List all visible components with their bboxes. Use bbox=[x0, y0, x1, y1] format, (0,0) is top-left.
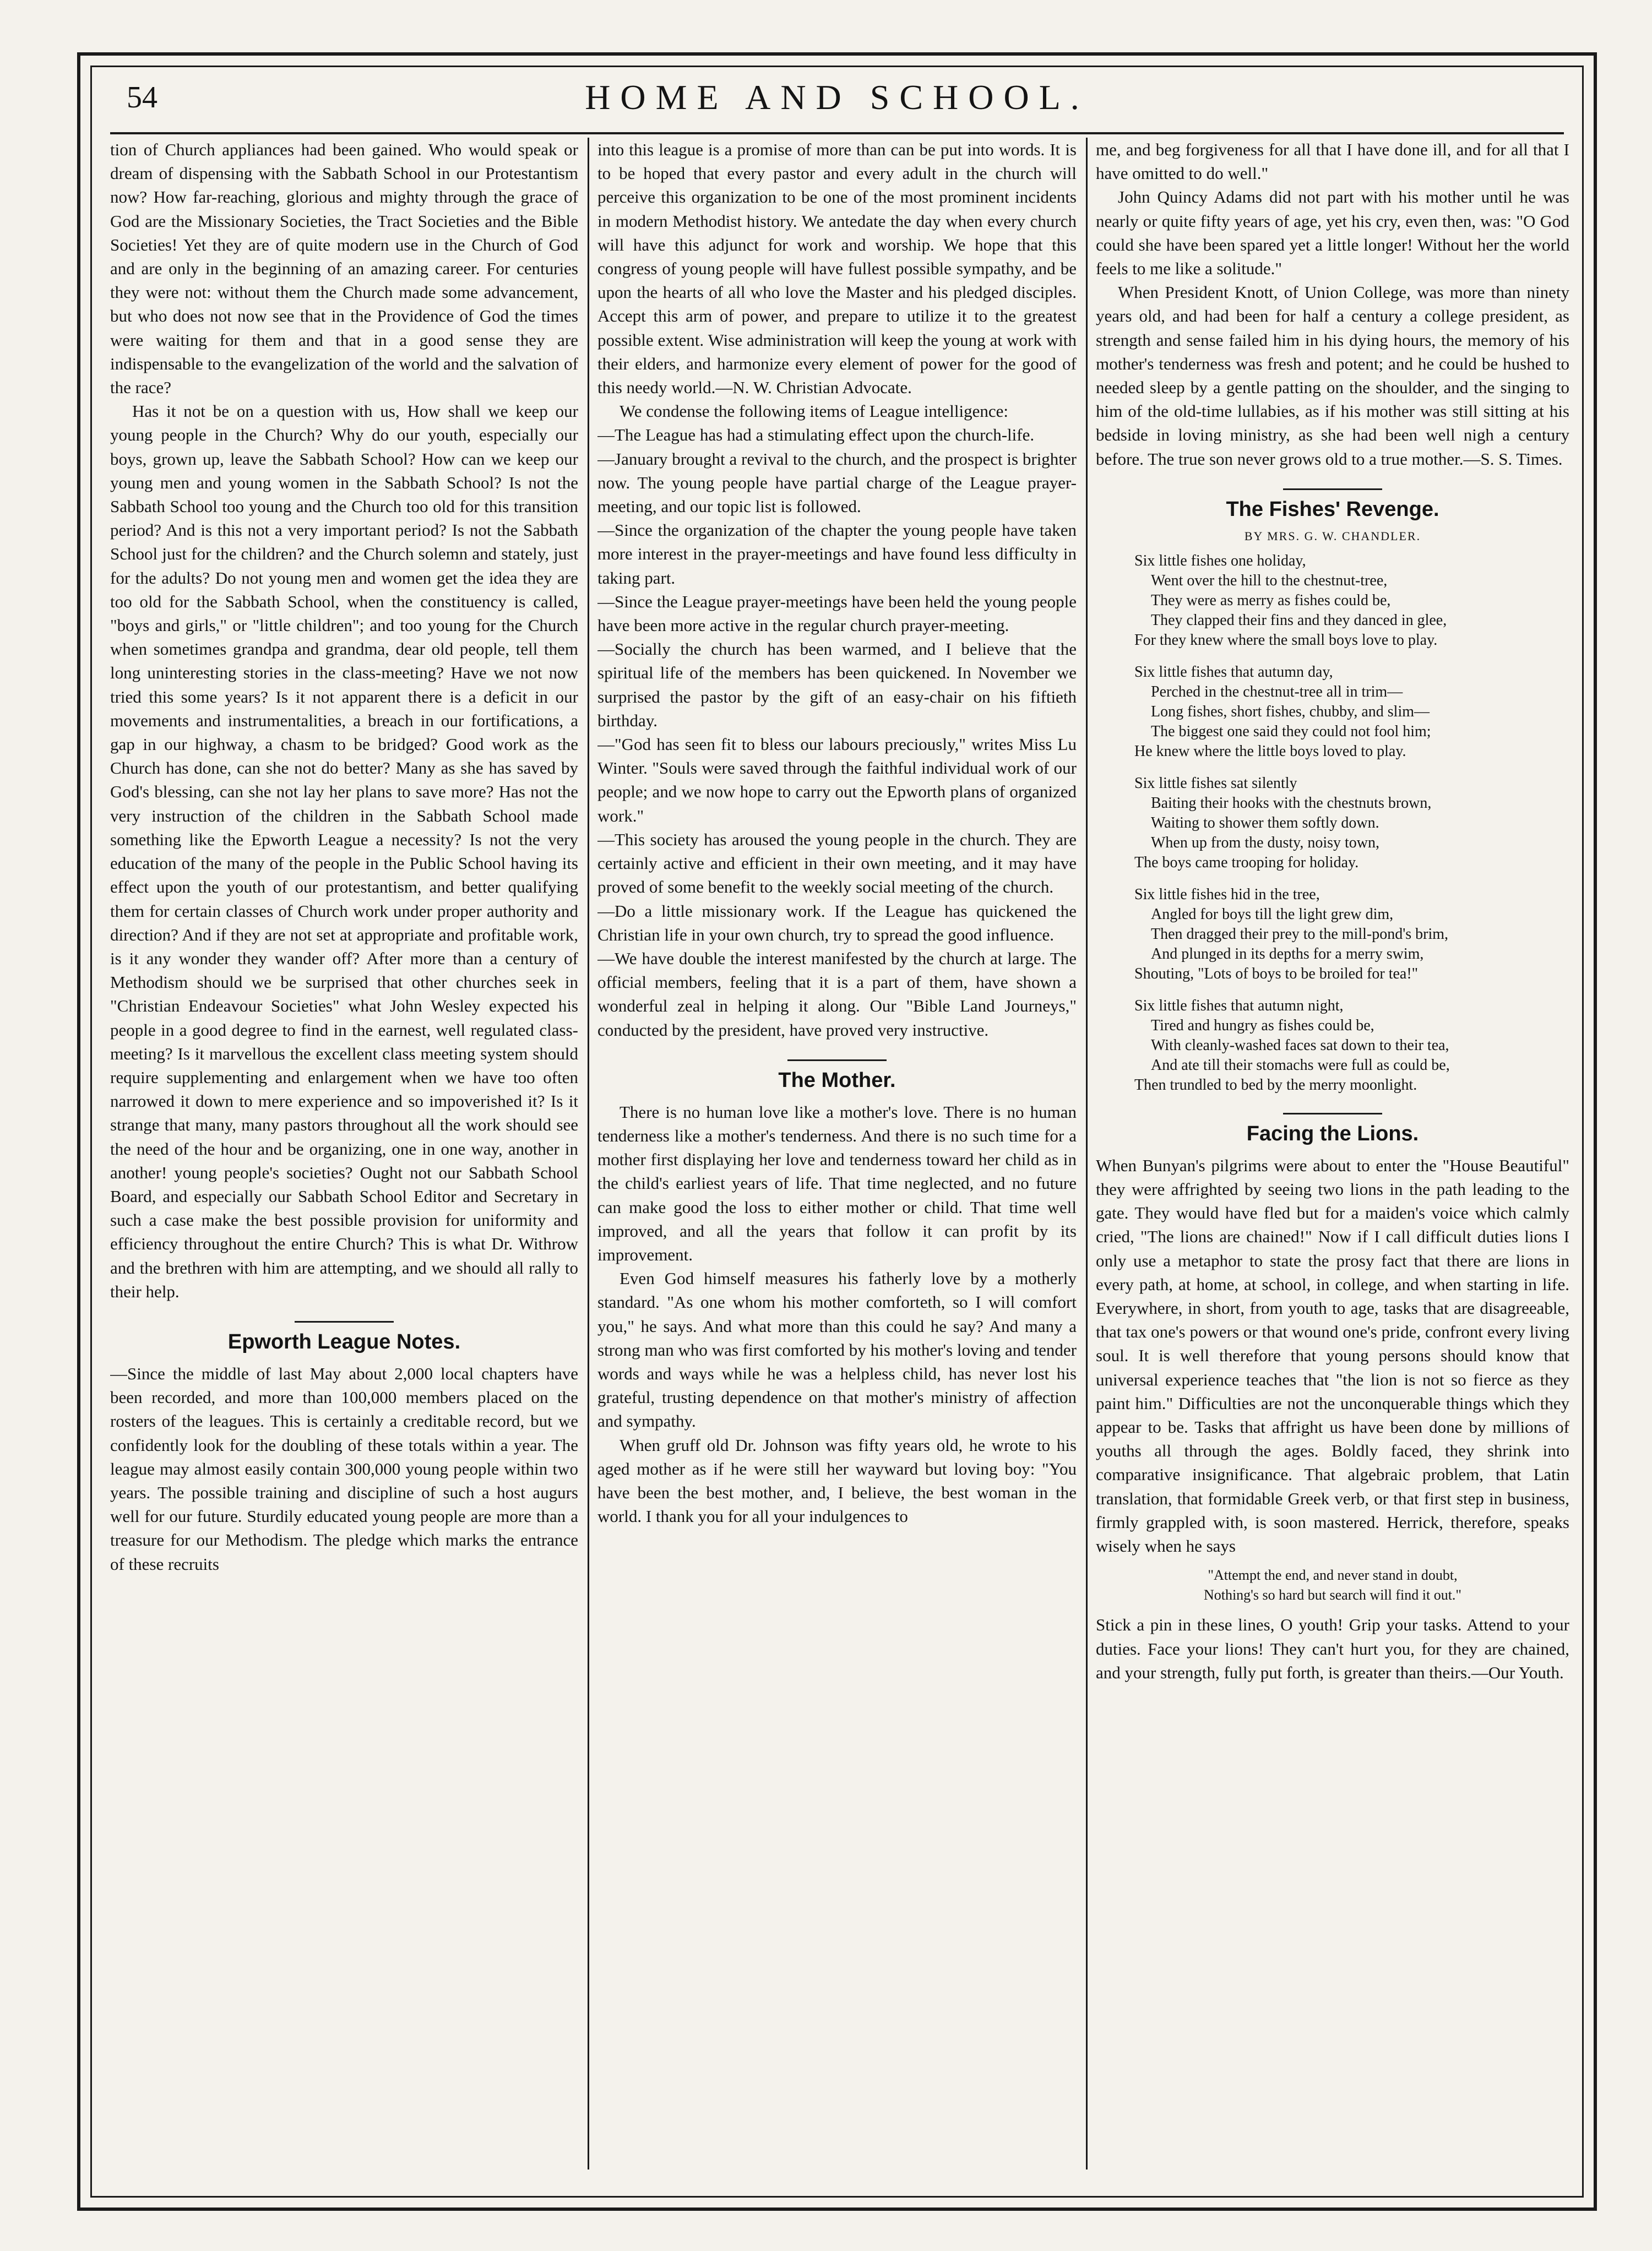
poem-line: Six little fishes one holiday, bbox=[1134, 552, 1306, 569]
poem-line: And plunged in its depths for a merry swim, bbox=[1151, 945, 1424, 963]
article-paragraph: We condense the following items of League intelligence: bbox=[620, 401, 1008, 421]
poem-line: When up from the dusty, noisy town, bbox=[1151, 834, 1380, 851]
poem-line: Then trundled to bed by the merry moonlight. bbox=[1134, 1076, 1417, 1094]
league-item: —Socially the church has been warmed, and I believe that the spiritual life of the members has been quickened. In November we surprised the pastor by the gift of an easy-chair on his fiftieth birthday. bbox=[597, 639, 1077, 730]
article-paragraph: When gruff old Dr. Johnson was fifty years old, he wrote to his aged mother as if he were still her wayward but loving boy: "You have been the best mother, and, I believe, the best woman in the world. I thank you for all your indulgences to bbox=[597, 1435, 1077, 1526]
poem-line: Six little fishes hid in the tree, bbox=[1134, 885, 1320, 903]
league-item: —Since the League prayer-meetings have been held the young people have been more active in the regular church prayer-meeting. bbox=[597, 591, 1077, 635]
quote-line: "Attempt the end, and never stand in doubt, bbox=[1208, 1567, 1458, 1584]
article-paragraph: When President Knott, of Union College, was more than ninety years old, and had been for half a century a college president, as strength and sense failed him in his dying hours, the memory of his mother's tenderness was fresh and potent; and he could be hushed to needed sleep by a gentle patting on the shoulder, and the singing to him of the old-time lullabies, as if his mother was still sitting at his bedside in loving ministry, as she had been well nigh a century before. The true son never grows old to a true mother.—S. S. Times. bbox=[1096, 282, 1569, 469]
poem-title: The Fishes' Revenge. bbox=[1226, 497, 1439, 521]
page-header bbox=[110, 72, 1564, 132]
poem-stanza bbox=[1096, 996, 1569, 1095]
article-paragraph: When Bunyan's pilgrims were about to enter the "House Beautiful" they were affrighted by seeing two lions in the path leading to the gate. They would have fled but for a maiden's voice which calmly cried, "The lions are chained!" Now if I call difficult duties lions I only use a metaphor to state the prosy fact that there are lions in every path, at home, at school, in college, and when starting in life. Everywhere, in short, from youth to age, tasks that are disagreeable, that tax one's powers or that wound one's pride, confront every living soul. It is well therefore that young persons should know that universal experience teaches that "the lion is not so fierce as they paint him." Difficulties are not the unconquerable things which they appear to be. Tasks that affright us have been done by millions of youths all through the ages. Boldly faced, they shrink into comparative insignificance. That algebraic problem, that Latin translation, that formidable Greek verb, or that first step in business, firmly grappled with, is soon mastered. Herrick, therefore, speaks wisely when he says bbox=[1096, 1155, 1569, 1556]
article-paragraph: John Quincy Adams did not part with his mother until he was nearly or quite fifty years of age, yet his cry, even then, was: "O God could she have been spared yet a little longer! Without her the world feels to me like a solitude." bbox=[1096, 187, 1569, 279]
header-rule bbox=[110, 132, 1564, 134]
league-item: —We have double the interest manifested by the church at large. The official members, feeling that it is a part of them, have shown a wonderful zeal in helping it along. Our "Bible Land Journeys," conducted by the president, have proved very instructive. bbox=[597, 948, 1077, 1040]
article-paragraph: Has it not be on a question with us, How shall we keep our young people in the Church? Why do our youth, especially our boys, grown up, leave the Sabbath School? How can we keep our young men and young women in the Sabbath School? Is not the Sabbath School too young and the Church too old for this transition period? And is this not a very important period? Is not the Sabbath School just for the children? and the Church solemn and stately, just for the adults? Do not young men and women get the idea they are too old for the Sabbath School, when the constituency is called, "boys and girls," or "little children"; and too young for the Church when sometimes grandpa and grandma, dear old people, tell them long uninteresting stories in the class-meeting? Have we not now tried this some years? Is it not apparent there is a deficit in our movements and instrumentalities, a breach in our fortifications, a gap in our highway, a chasm to be bridged? Good work as the Church has done, can she not do better? Many as she has saved by God's blessing, can she not lay her plans to save more? Has not the very instruction of the children in the Sabbath School made something like the Epworth League a necessity? Is not the very education of the many of the people in the Public School having its effect upon the youth of our protestantism, and better qualifying them for certain classes of Church work under proper authority and direction? And if they are not set at appropriate and profitable work, is it any wonder they wander off? After more than a century of Methodism should we be surprised that other churches seek in "Christian Endeavour Societies" what John Wesley expected his people in a good degree to find in the earnest, well regulated class-meeting? Is it marvellous the excellent class meeting system should require supplementing and enlargement when we have too often narrowed it down to mere experience and so impoverished it? Is it strange that many, many pastors throughout all the work should see the need of the hour and be organizing, one in one way, another in another! young people's societies? Ought not our Sabbath School Board, and especially our Sabbath School Editor and Secretary in such a case make the best possible provision for uniformity and efficiency throughout the entire Church? This is what Dr. Withrow and the brethren with him are attempting, and we should all rally to their help. bbox=[110, 401, 578, 1301]
poem-stanza bbox=[1096, 774, 1569, 873]
article-paragraph: me, and beg forgiveness for all that I have done ill, and for all that I have omitted to do well." bbox=[1096, 140, 1569, 183]
poem-line: Six little fishes that autumn night, bbox=[1134, 997, 1344, 1014]
league-item: —Do a little missionary work. If the League has quickened the Christian life in your own church, try to spread the good influence. bbox=[597, 901, 1077, 944]
poem-line: Waiting to shower them softly down. bbox=[1151, 814, 1379, 831]
article-paragraph: There is no human love like a mother's love. There is no human tenderness like a mother's tenderness. And there is no such time for a mother first displaying her love and tenderness toward her child as in the child's earliest years of life. That time neglected, and no future can make good the loss to either mother or child. That time well improved, and all the years that follow it can profit by its improvement. bbox=[597, 1102, 1077, 1264]
poem-line: The biggest one said they could not fool him; bbox=[1151, 722, 1431, 740]
article-paragraph: Stick a pin in these lines, O youth! Grip your tasks. Attend to your duties. Face your lions! They can't hurt you, for they are chained, and your strength, fully put forth, is greater than theirs.—Our Youth. bbox=[1096, 1615, 1569, 1682]
poem-line: For they knew where the small boys love to play. bbox=[1134, 631, 1438, 649]
poem-line: Baiting their hooks with the chestnuts brown, bbox=[1151, 794, 1432, 812]
poem-stanza bbox=[1096, 662, 1569, 762]
poem-line: Went over the hill to the chestnut-tree, bbox=[1151, 572, 1388, 589]
section-heading-the-mother: The Mother. bbox=[778, 1068, 896, 1092]
article-paragraph: Even God himself measures his fatherly love by a motherly standard. "As one whom his mother comforteth, so I will comfort you," he says. And what more than this could he say? And many a strong man who was first comforted by his mother's loving and tender words and ways while he was a helpless child, has never lost his grateful, trusting dependence on that mother's ministry of affection and sympathy. bbox=[597, 1269, 1077, 1431]
section-divider bbox=[1283, 488, 1382, 490]
poem-line: Tired and hungry as fishes could be, bbox=[1151, 1016, 1374, 1034]
article-paragraph: tion of Church appliances had been gained. Who would speak or dream of dispensing with the Sabbath School in our Protestantism now? How far-reaching, glorious and mighty through the grace of God are the Missionary Societies, the Tract Societies and the Bible Societies! Yet they are of quite modern use in the Church of God and are only in the beginning of an amazing career. For centuries they were not: without them the Church made some advancement, but who does not now see that in the Providence of God the times were waiting for them and that in a good sense they are indispensable to the evangelization of the world and the salvation of the race? bbox=[110, 140, 578, 398]
poem-stanza bbox=[1096, 551, 1569, 650]
column-divider bbox=[1086, 138, 1088, 2170]
quote-line: Nothing's so hard but search will find it out." bbox=[1203, 1587, 1462, 1603]
poem-line: Then dragged their prey to the mill-pond's brim, bbox=[1151, 925, 1449, 943]
league-item: —The League has had a stimulating effect upon the church-life. bbox=[597, 425, 1035, 445]
journal-title: HOME AND SCHOOL. bbox=[585, 78, 1089, 117]
section-divider bbox=[1283, 1113, 1382, 1114]
section-heading-facing-the-lions: Facing the Lions. bbox=[1246, 1122, 1419, 1145]
article-paragraph: into this league is a promise of more than can be put into words. It is to be hoped that every pastor and every adult in the church will perceive this organization to be one of the most prominent incidents in modern Methodist history. We antedate the day when every church will have this adjunct for work and worship. We hope that this congress of young people will have fullest possible sympathy, and be upon the hearts of all who love the Master and his pledged disciples. Accept this arm of power, and prepare to utilize it to the greatest possible extent. Wise administration will keep the young at work with their elders, and harmonize every element of power for the good of this needy world.—N. W. Christian Advocate. bbox=[597, 140, 1077, 398]
poem-stanza bbox=[1096, 885, 1569, 984]
poem-line: And ate till their stomachs were full as could be, bbox=[1151, 1056, 1450, 1074]
league-item: —This society has aroused the young people in the church. They are certainly active and efficient in their own meeting, and it may have proved of some benefit to the weekly social meeting of the church. bbox=[597, 829, 1077, 897]
article-paragraph: —Since the middle of last May about 2,000 local chapters have been recorded, and more than 100,000 members placed on the rosters of the leagues. This is certainly a creditable record, but we confidently look for the doubling of these totals within a year. The league may almost easily contain 300,000 young people within two years. The possible training and discipline of such a host augurs well for our future. Sturdily educated young people are more than a treasure for our Methodism. The pledge which marks the entrance of these recruits bbox=[110, 1363, 578, 1574]
column-2 bbox=[597, 138, 1077, 2170]
section-divider bbox=[787, 1059, 887, 1061]
poem-line: They were as merry as fishes could be, bbox=[1151, 591, 1391, 609]
poem-line: Angled for boys till the light grew dim, bbox=[1151, 905, 1394, 923]
poem-line: They clapped their fins and they danced in glee, bbox=[1151, 611, 1447, 629]
poem-line: Six little fishes sat silently bbox=[1134, 774, 1297, 792]
league-item: —Since the organization of the chapter the young people have taken more interest in the prayer-meetings and have found less difficulty in taking part. bbox=[597, 520, 1077, 588]
league-item: —"God has seen fit to bless our labours preciously," writes Miss Lu Winter. "Souls were saved through the faithful individual work of our people; and we now hope to carry out the Epworth plans of organized work." bbox=[597, 735, 1077, 825]
section-divider bbox=[295, 1321, 394, 1323]
column-1 bbox=[110, 138, 578, 2170]
poem-line: Shouting, "Lots of boys to be broiled for tea!" bbox=[1134, 965, 1419, 982]
poem-line: He knew where the little boys loved to play. bbox=[1134, 742, 1406, 760]
poem-line: Perched in the chestnut-tree all in trim— bbox=[1151, 683, 1403, 700]
poem-line: Six little fishes that autumn day, bbox=[1134, 663, 1333, 681]
poem-line: With cleanly-washed faces sat down to their tea, bbox=[1151, 1036, 1449, 1054]
league-item: —January brought a revival to the church, and the prospect is brighter now. The young people have partial charge of the League prayer-meeting, and our topic list is followed. bbox=[597, 449, 1077, 516]
poem-byline: BY MRS. G. W. CHANDLER. bbox=[1244, 529, 1421, 543]
section-heading-epworth-league-notes: Epworth League Notes. bbox=[227, 1330, 461, 1353]
page-number: 54 bbox=[127, 80, 157, 115]
column-3 bbox=[1096, 138, 1569, 2170]
column-divider bbox=[588, 138, 589, 2170]
poem-line: Long fishes, short fishes, chubby, and slim— bbox=[1151, 703, 1430, 720]
poem-line: The boys came trooping for holiday. bbox=[1134, 853, 1359, 871]
